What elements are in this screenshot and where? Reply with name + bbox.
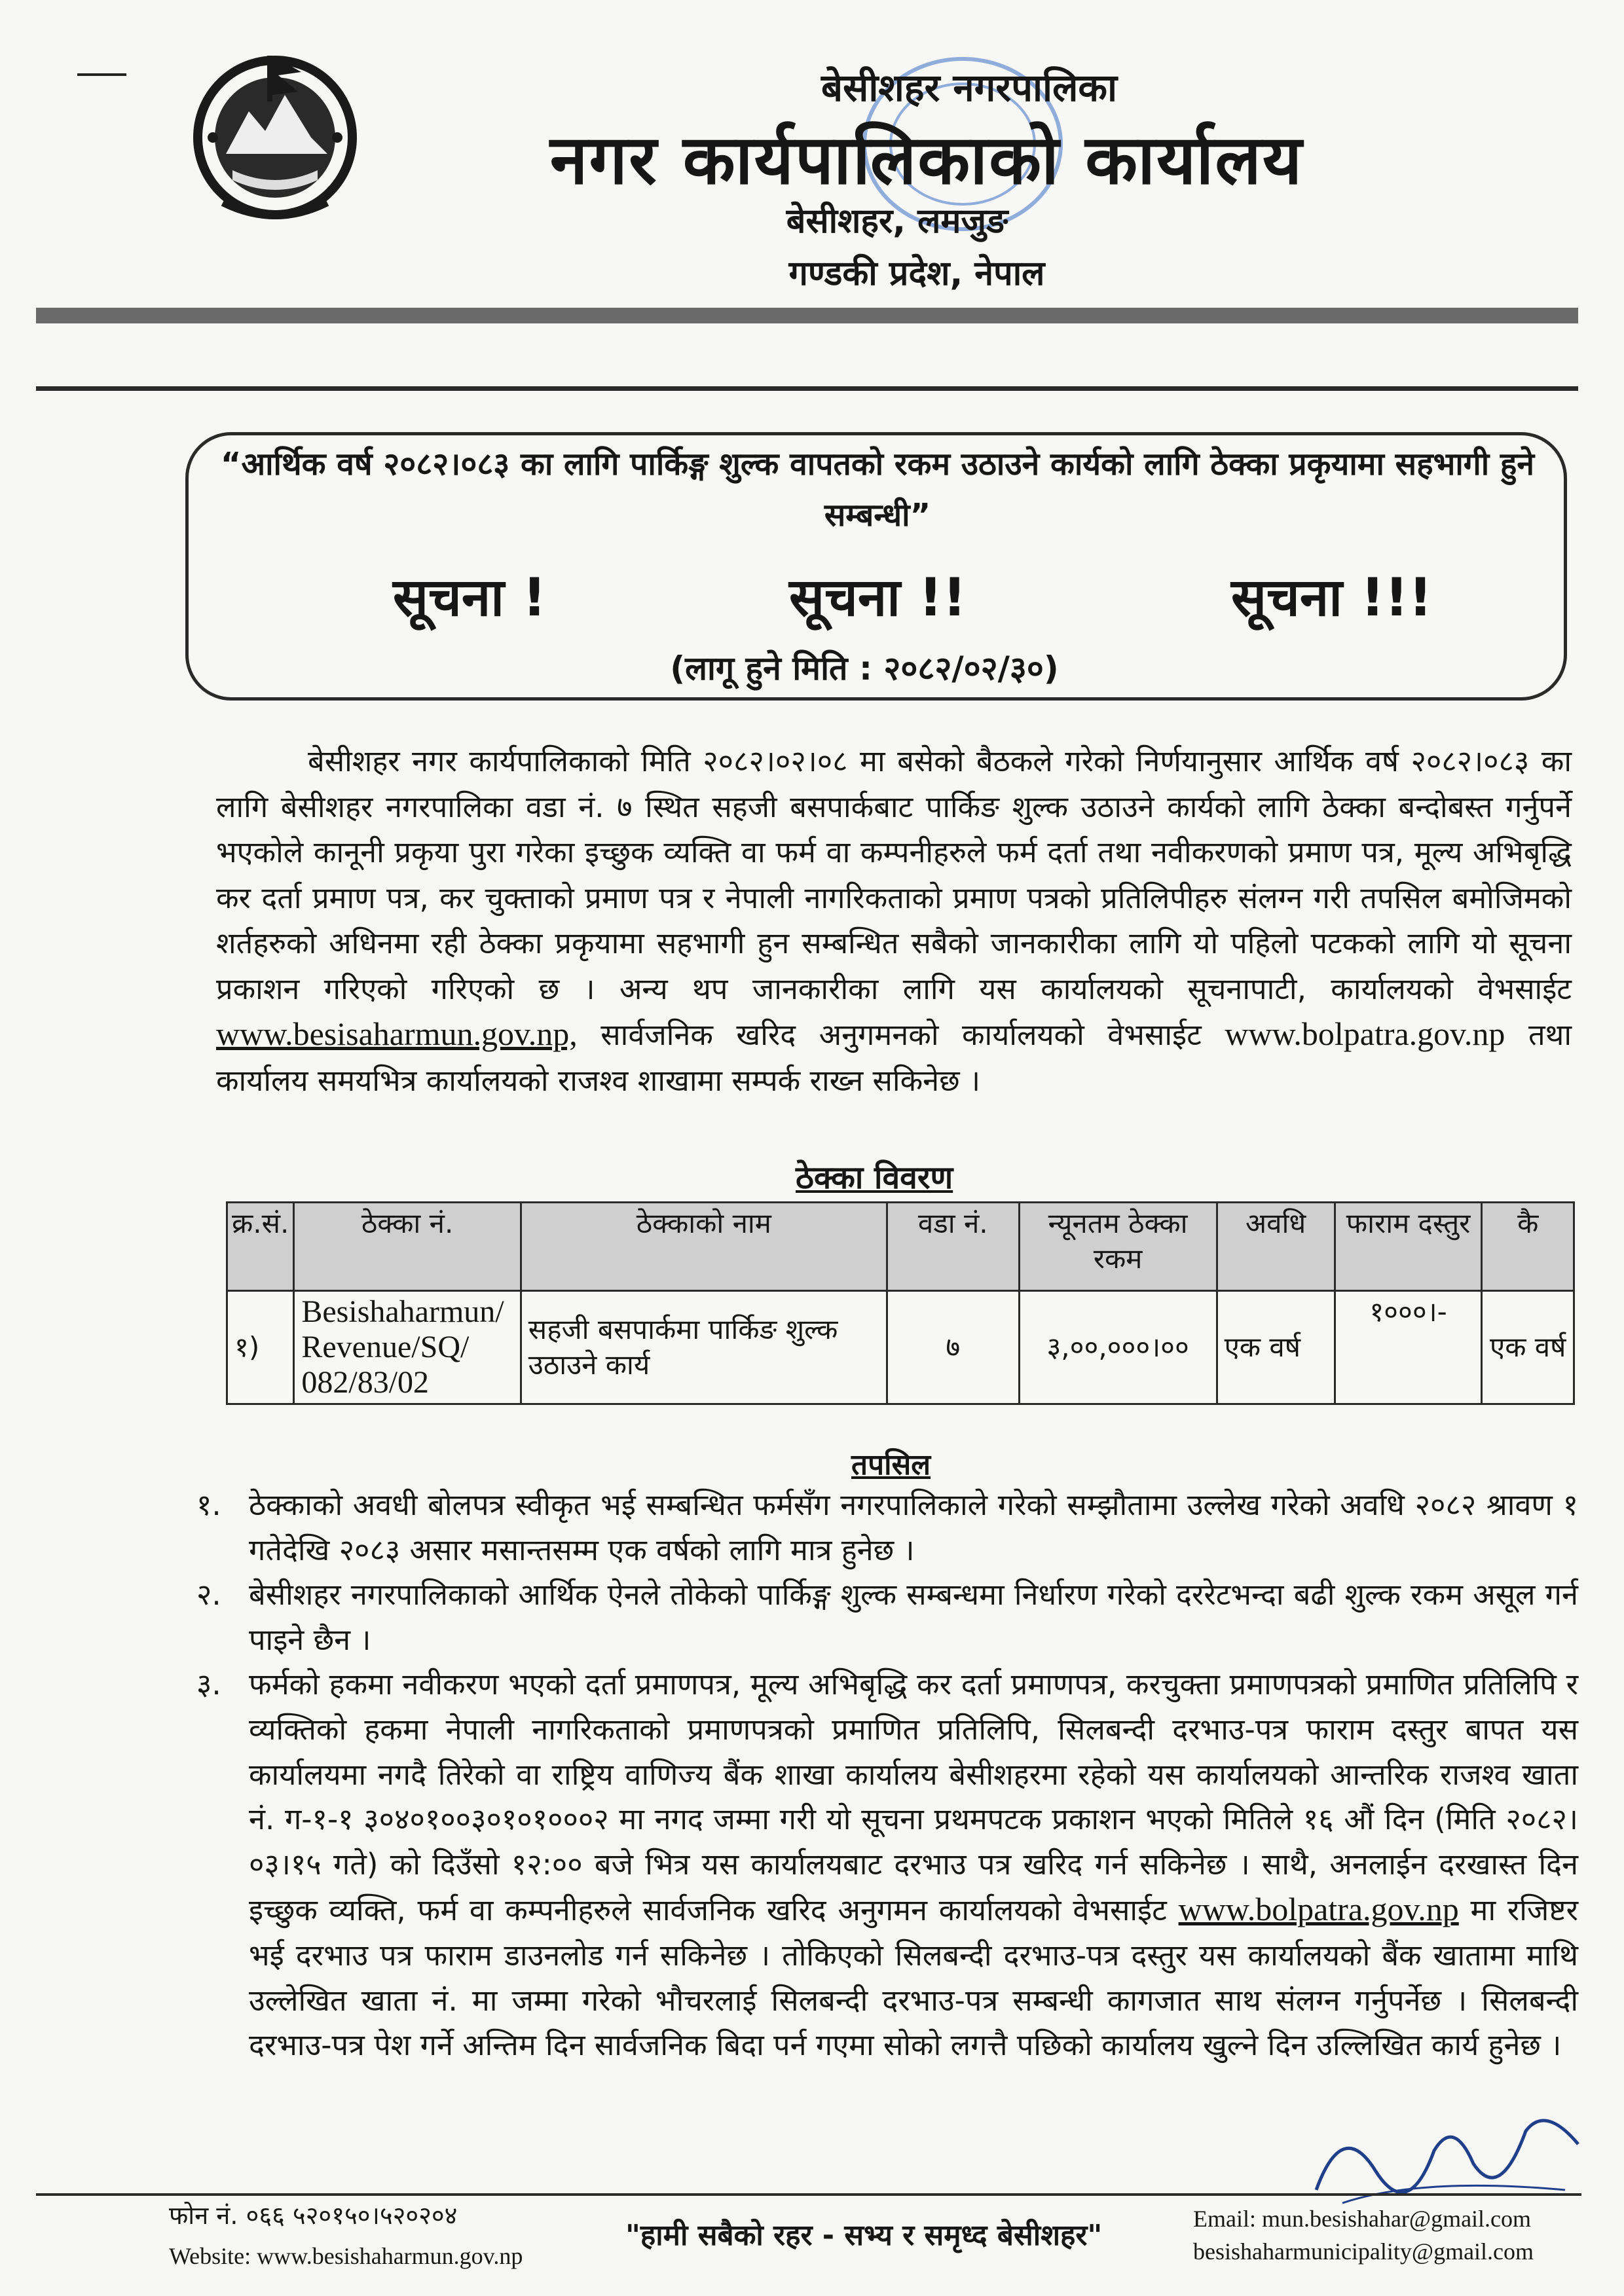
footer-website[interactable]: Website: www.besishaharmun.gov.np [169, 2243, 523, 2269]
col-ward: वडा नं. [887, 1203, 1019, 1291]
cell-remarks: एक वर्ष [1482, 1291, 1574, 1404]
header-rule-thick [36, 308, 1578, 323]
col-min-amount: न्यूनतम ठेक्का रकम [1019, 1203, 1217, 1291]
table-header-row [227, 1203, 1574, 1291]
list-item-number: २. [196, 1577, 221, 1613]
list-item [196, 1662, 1578, 2068]
col-sn: क्र.सं. [227, 1203, 294, 1291]
col-contract-name: ठेक्काको नाम [521, 1203, 887, 1291]
list-item-text-b: मा रजिष्टर भई दरभाउ पत्र फाराम डाउनलोड गर्न सकिनेछ । तोकिएको सिलबन्दी दरभाउ-पत्र दस्तुर यस कार्यालयको बैंक खातामा माथि उल्लेखित खाता नं. मा जम्मा गरेको भौचरलाई सिलबन्दी दरभाउ-पत्र सम्बन्धी कागजात साथ संलग्न गर्नुपर्नेछ । सिलबन्दी दरभाउ-पत्र पेश गर्ने अन्तिम दिन सार्वजनिक बिदा पर्न गएमा सोको लगत्तै पछिको कार्यालय खुल्ने दिन उल्लिखित कार्य हुनेछ । [249, 1893, 1578, 2063]
suchana-heading-3: सूचना !!! [1231, 567, 1433, 628]
nepal-government-emblem-icon [187, 39, 363, 229]
col-form-fee: फाराम दस्तुर [1335, 1203, 1482, 1291]
cell-duration: एक वर्ष [1217, 1291, 1335, 1404]
municipality-website-link[interactable]: www.besisaharmun.gov.np, [216, 1015, 578, 1052]
conditions-list [196, 1483, 1578, 2068]
footer-email-primary[interactable]: Email: mun.besishahar@gmail.com [1193, 2206, 1532, 2232]
footer-email-secondary[interactable]: besishaharmunicipality@gmail.com [1193, 2238, 1534, 2265]
footer-slogan: "हामी सबैको रहर - सभ्य र समृध्द बेसीशहर" [625, 2219, 1103, 2252]
contract-details-table [226, 1201, 1575, 1405]
notice-title: “आर्थिक वर्ष २०८२।०८३ का लागि पार्किङ्ग शुल्क वापतको रकम उठाउने कार्यको लागि ठेक्का प्रकृयामा सहभागी हुने सम्बन्धी” [220, 446, 1535, 534]
body-text-1: बेसीशहर नगर कार्यपालिकाको मिति २०८२।०२।०८ मा बसेको बैठकले गरेको निर्णयानुसार आर्थिक वर्ष २०८२।०८३ का लागि बेसीशहर नगरपालिका वडा नं. ७ स्थित सहजी बसपार्कबाट पार्किङ शुल्क उठाउने कार्यको लागि ठेक्का बन्दोबस्त गर्नुपर्ने भएकोले कानूनी प्रकृया पुरा गरेका इच्छुक व्यक्ति वा फर्म वा कम्पनीहरुले फर्म दर्ता तथा नवीकरणको प्रमाण पत्र, मूल्य अभिबृद्धि कर दर्ता प्रमाण पत्र, कर चुक्ताको प्रमाण पत्र र नेपाली नागरिकताको प्रमाण पत्रको प्रतिलिपीहरु संलग्न गरी तपसिल बमोजिमको शर्तहरुको अधिनमा रही ठेक्का प्रकृयामा सहभागी हुन सम्बन्धित सबैको जानकारीका लागि यो पहिलो पटकको लागि यो सूचना प्रकाशन गरिएको गरिएको छ । अन्य थप जानकारीका लागि यस कार्यालयको सूचनापाटी, कार्यालयको वेभसाईट [216, 744, 1572, 1006]
cell-ward: ७ [887, 1291, 1019, 1404]
list-item [196, 1483, 1578, 1573]
suchana-heading-1: सूचना ! [393, 567, 547, 628]
contract-details-heading: ठेक्का विवरण [796, 1159, 953, 1196]
footer-rule [36, 2193, 1581, 2196]
body-text-3: तथा कार्यालय समयभित्र कार्यालयको राजश्व शाखामा सम्पर्क राख्न सकिनेछ । [216, 1017, 1572, 1098]
header-rule-thin [36, 386, 1578, 391]
body-text-2: सार्वजनिक खरिद अनुगमनको कार्यालयको वेभसाईट [600, 1017, 1202, 1052]
table-row [227, 1291, 1574, 1404]
col-duration: अवधि [1217, 1203, 1335, 1291]
office-name: नगर कार्यपालिकाको कार्यालय [549, 120, 1304, 200]
list-item-number: ३. [196, 1667, 221, 1702]
margin-dash [77, 73, 126, 76]
list-item-number: १. [196, 1487, 221, 1522]
list-item-text: ठेक्काको अवधी बोलपत्र स्वीकृत भई सम्बन्धित फर्मसँग नगरपालिकाले गरेको सम्झौतामा उल्लेख गरेको अवधि २०८२ श्रावण १ गतेदेखि २०८३ असार मसान्तसम्म एक वर्षको लागि मात्र हुनेछ । [249, 1487, 1578, 1567]
bolpatra-website-link[interactable]: www.bolpatra.gov.np [1225, 1015, 1505, 1052]
list-item-text [249, 1662, 1578, 2068]
suchana-heading-2: सूचना !! [789, 567, 967, 628]
cell-contract-name: सहजी बसपार्कमा पार्किङ शुल्क उठाउने कार्य [521, 1291, 887, 1404]
col-remarks: कै [1482, 1203, 1574, 1291]
list-item-text-a: फर्मको हकमा नवीकरण भएको दर्ता प्रमाणपत्र, मूल्य अभिबृद्धि कर दर्ता प्रमाणपत्र, करचुक्ता प्रमाणपत्रको प्रमाणित प्रतिलिपि र व्यक्तिको हकमा नेपाली नागरिकताको प्रमाणपत्रको प्रमाणित प्रतिलिपि, सिलबन्दी दरभाउ-पत्र फाराम दस्तुर बापत यस कार्यालयमा नगदै तिरेको वा राष्ट्रिय वाणिज्य बैंक शाखा कार्यालय बेसीशहरमा रहेको यस कार्यालयको आन्तरिक राजश्व खाता नं. ग-१-१ ३०४०१००३०१०१०००२ मा नगद जम्मा गरी यो सूचना प्रथमपटक प्रकाशन भएको मितिले १६ औं दिन (मिति २०८२।०३।१५ गते) को दिउँसो १२:०० बजे भित्र यस कार्यालयबाट दरभाउ पत्र खरिद गर्न सकिनेछ । साथै, अनलाईन दरखास्त दिन इच्छुक व्यक्ति, फर्म वा कम्पनीहरुले सार्वजनिक खरिद अनुगमन कार्यालयको वेभसाईट [249, 1667, 1578, 1928]
cell-form-fee: १०००।- [1335, 1291, 1482, 1404]
office-location: बेसीशहर, लमजुङ [786, 202, 1008, 241]
list-item-text: बेसीशहर नगरपालिकाको आर्थिक ऐनले तोकेको पार्किङ्ग शुल्क सम्बन्धमा निर्धारण गरेको दररेटभन्दा बढी शुल्क रकम असूल गर्न पाइने छैन । [249, 1577, 1578, 1657]
province: गण्डकी प्रदेश, नेपाल [788, 254, 1045, 293]
col-contract-no: ठेक्का नं. [294, 1203, 521, 1291]
signature [1303, 2092, 1591, 2223]
footer-phone: फोन नं. ०६६ ५२०१५०।५२०२०४ [169, 2201, 458, 2230]
notice-body [216, 738, 1572, 1103]
bolpatra-link[interactable]: www.bolpatra.gov.np [1178, 1891, 1459, 1928]
list-item [196, 1573, 1578, 1662]
tapsil-heading: तपसिल [851, 1448, 931, 1482]
cell-min-amount: ३,००,०००।०० [1019, 1291, 1217, 1404]
effective-date: (लागू हुने मिति : २०८२/०२/३०) [670, 649, 1059, 687]
cell-contract-no: Besishaharmun/ Revenue/SQ/ 082/83/02 [294, 1291, 521, 1404]
municipality-name: बेसीशहर नगरपालिका [821, 65, 1117, 110]
cell-sn: १) [227, 1291, 294, 1404]
